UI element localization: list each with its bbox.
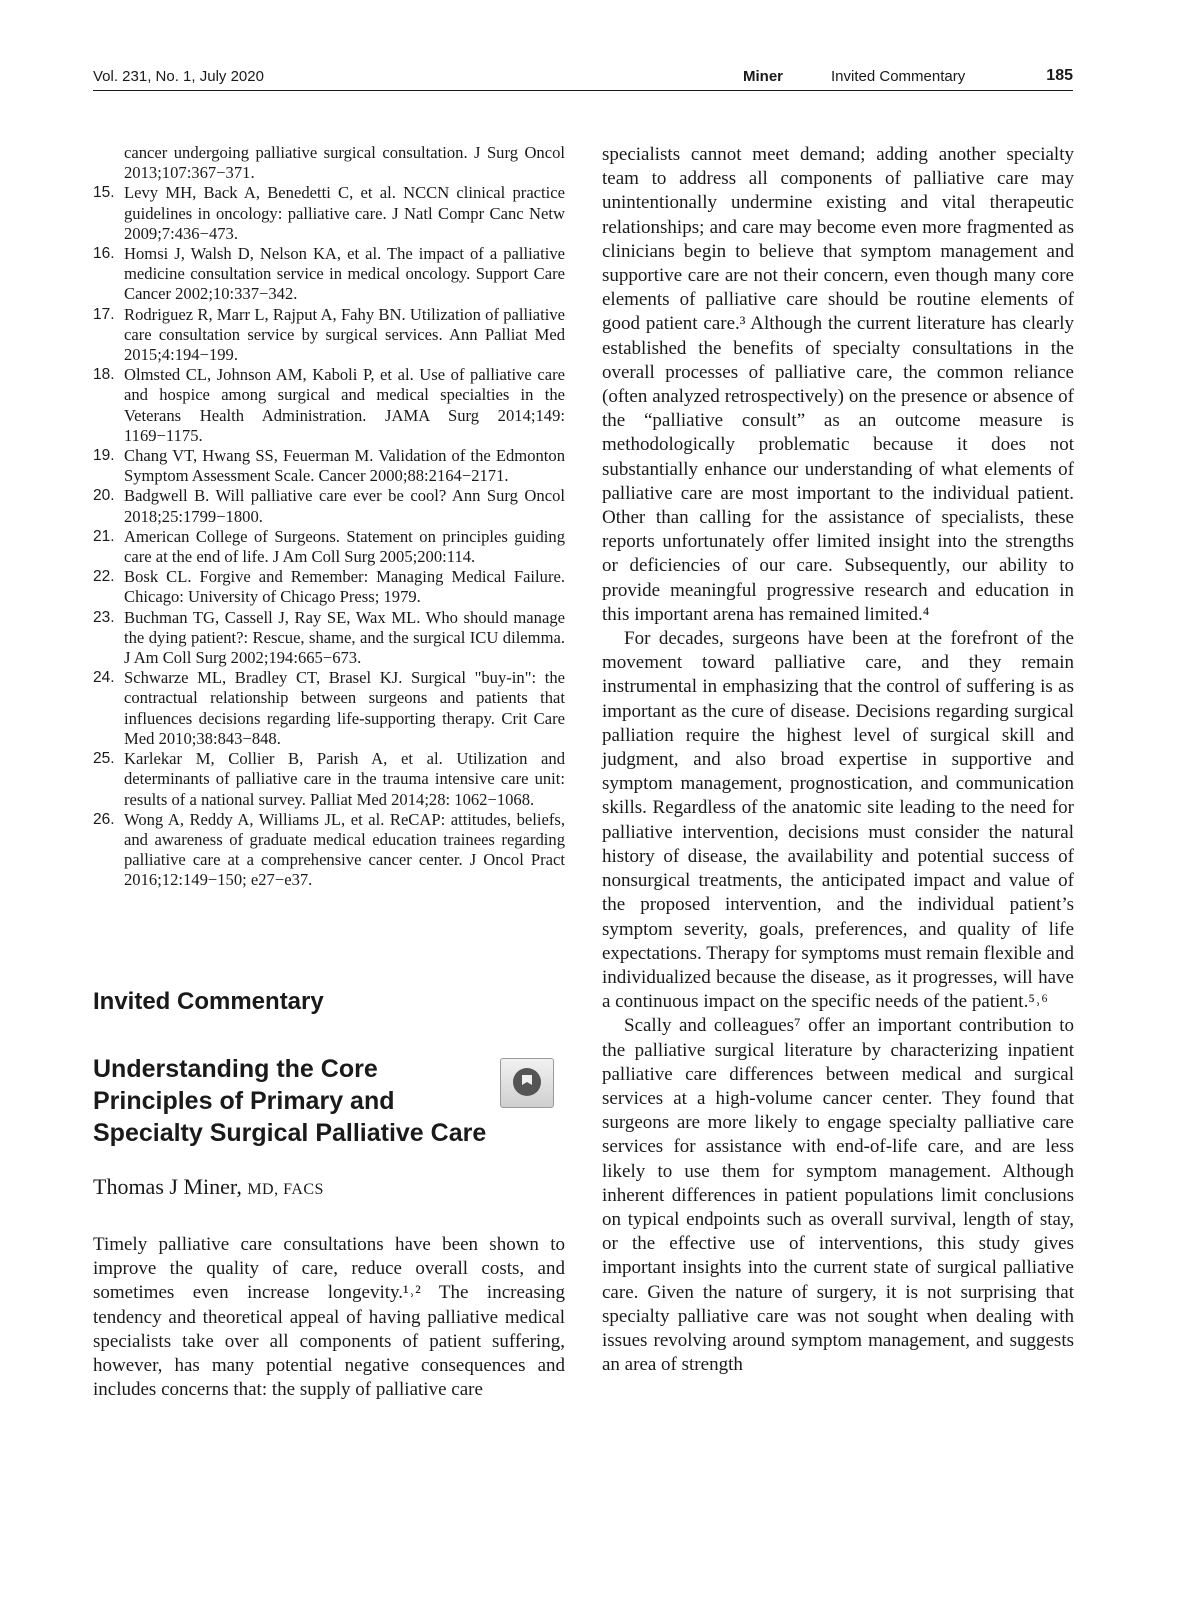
reference-text: Rodriguez R, Marr L, Rajput A, Fahy BN. Utilization of palliative care consultation service by surgical services. Ann Palliat Med 2015;4:194−199.: [124, 304, 565, 365]
reference-item: [93, 446, 565, 486]
reference-text: Wong A, Reddy A, Williams JL, et al. ReCAP: attitudes, beliefs, and awareness of graduate medical education trainees regarding palliative care at a comprehensive cancer center. J Oncol Pract 2016;12:149−150; e27−e37.: [124, 809, 565, 890]
reference-text: Chang VT, Hwang SS, Feuerman M. Validation of the Edmonton Symptom Assessment Scale. Cancer 2000;88:2164−2171.: [124, 446, 565, 486]
reference-item: [93, 143, 565, 183]
reference-item: [93, 244, 565, 305]
reference-number: 22.: [93, 568, 115, 586]
reference-item: [93, 365, 565, 446]
page-number: 185: [1046, 67, 1073, 84]
author-name: Thomas J Miner,: [93, 1174, 242, 1199]
reference-number: 16.: [93, 245, 115, 263]
reference-item: [93, 183, 565, 244]
article-title-line: Specialty Surgical Palliative Care: [93, 1119, 487, 1147]
reference-item: [93, 305, 565, 366]
body-paragraph: For decades, surgeons have been at the forefront of the movement toward palliative care, and they remain instrumental in emphasizing that the control of suffering is as important as the cure of disease. Decisions regarding surgical palliation require the highest level of surgical skill and judgment, and also broad expertise in supportive and symptom management, prognostication, and communication skills. Regardless of the anatomic site leading to the need for palliative intervention, decisions must consider the natural history of disease, the availability and potential success of nonsurgical treatments, the anticipated impact and value of the proposed intervention, and the individual patient’s symptom severity, goals, preferences, and quality of life expectations. Therapy for symptoms must remain flexible and individualized because the disease, as it progresses, will have a continuous impact on the specific needs of the patient.⁵˒⁶: [602, 628, 1074, 1013]
reference-text: Levy MH, Back A, Benedetti C, et al. NCCN clinical practice guidelines in oncology: palliative care. J Natl Compr Canc Netw 2009;7:436−473.: [124, 183, 565, 243]
author-degrees: MD, FACS: [247, 1181, 324, 1198]
reference-number: 24.: [93, 669, 115, 687]
reference-item: [93, 527, 565, 567]
reference-number: 20.: [93, 487, 115, 505]
reference-item: [93, 486, 565, 526]
journal-volume: Vol. 231, No. 1, July 2020: [93, 68, 264, 85]
reference-text: Homsi J, Walsh D, Nelson KA, et al. The impact of a palliative medicine consultation service in medical oncology. Support Care Cancer 2002;10:337−342.: [124, 244, 565, 304]
article-title-line: Understanding the Core: [93, 1055, 378, 1083]
reference-number: 25.: [93, 750, 115, 768]
body-column-right: [602, 143, 1074, 1377]
author-byline: [93, 1174, 324, 1200]
running-section: Invited Commentary: [831, 68, 966, 85]
article-title: [93, 1053, 553, 1149]
reference-item: [93, 749, 565, 810]
reference-text: Buchman TG, Cassell J, Ray SE, Wax ML. Who should manage the dying patient?: Rescue, shame, and the surgical ICU dilemma. J Am Coll Surg 2002;194:665−673.: [124, 607, 565, 668]
reference-text: Schwarze ML, Bradley CT, Brasel KJ. Surgical "buy-in": the contractual relationship between surgeons and patients that influences decisions regarding life-supporting therapy. Crit Care Med 2010;38:843−848.: [124, 668, 565, 748]
body-paragraph: specialists cannot meet demand; adding another specialty team to address all components of palliative care may unintentionally undermine existing and vital therapeutic relationships; and care may become even more fragmented as clinicians begin to believe that symptom management and supportive care are not their concern, even though many core elements of palliative care should be routine elements of good patient care.³ Although the current literature has clearly established the benefits of specialty consultations in the overall processes of palliative care, the common reliance (often analyzed retrospectively) on the presence or absence of the “palliative consult” as an outcome measure is methodologically problematic because it does not substantially enhance our understanding of what elements of palliative care are most important to the individual patient. Other than calling for the assistance of specialists, these reports unfortunately offer limited insight into the strengths or deficiencies of our care. Subsequently, our ability to provide meaningful progressive research and education in this important arena has remained limited.⁴: [602, 144, 1074, 625]
reference-item: [93, 567, 565, 607]
reference-number: 21.: [93, 527, 115, 545]
reference-number: 26.: [93, 810, 115, 828]
reference-text: Badgwell B. Will palliative care ever be cool? Ann Surg Oncol 2018;25:1799−1800.: [124, 486, 565, 526]
reference-list: [93, 143, 565, 891]
reference-text: American College of Surgeons. Statement on principles guiding care at the end of life. J Am Coll Surg 2005;200:114.: [124, 526, 565, 567]
reference-number: 15.: [93, 184, 115, 202]
reference-number: 19.: [93, 447, 115, 465]
reference-text: Bosk CL. Forgive and Remember: Managing Medical Failure. Chicago: University of Chicago Press; 1979.: [124, 567, 565, 607]
reference-number: 17.: [93, 305, 115, 323]
reference-number: 23.: [93, 608, 115, 626]
reference-text: cancer undergoing palliative surgical consultation. J Surg Oncol 2013;107:367−371.: [124, 143, 565, 183]
reference-item: [93, 608, 565, 669]
body-paragraph: Scally and colleagues⁷ offer an important contribution to the palliative surgical literature by characterizing inpatient palliative care differences between medical and surgical services at a high-volume cancer center. They found that surgeons are more likely to engage specialty palliative care services for assistance with end-of-life care, and are less likely to use them for symptom management. Although inherent differences in patient populations limit conclusions on typical endpoints such as overall survival, length of stay, or the effective use of interventions, this study gives important insights into the current state of surgical palliative care. Given the nature of surgery, it is not surprising that specialty palliative care was not sought when dealing with issues revolving around symptom management, and suggests an area of strength: [602, 1015, 1074, 1376]
running-header: [93, 64, 1073, 91]
reference-text: Olmsted CL, Johnson AM, Kaboli P, et al. Use of palliative care and hospice among surgical and medical specialties in the Veterans Health Administration. JAMA Surg 2014;149: 1169−1175.: [124, 365, 565, 445]
reference-item: [93, 810, 565, 891]
reference-text: Karlekar M, Collier B, Parish A, et al. Utilization and determinants of palliative care in the trauma intensive care unit: results of a national survey. Palliat Med 2014;28: 1062−1068.: [124, 749, 565, 809]
reference-item: [93, 668, 565, 749]
body-paragraph: Timely palliative care consultations have been shown to improve the quality of care, reduce overall costs, and sometimes even increase longevity.¹˒² The increasing tendency and theoretical appeal of having palliative medical specialists take over all components of patient suffering, however, has many potential negative consequences and includes concerns that: the supply of palliative care: [93, 1234, 565, 1401]
reference-number: 18.: [93, 366, 115, 384]
crossmark-icon[interactable]: [500, 1058, 554, 1108]
running-author: Miner: [743, 68, 784, 85]
article-title-line: Principles of Primary and: [93, 1087, 395, 1115]
body-column-left: [93, 1233, 565, 1402]
section-heading: Invited Commentary: [93, 988, 324, 1015]
